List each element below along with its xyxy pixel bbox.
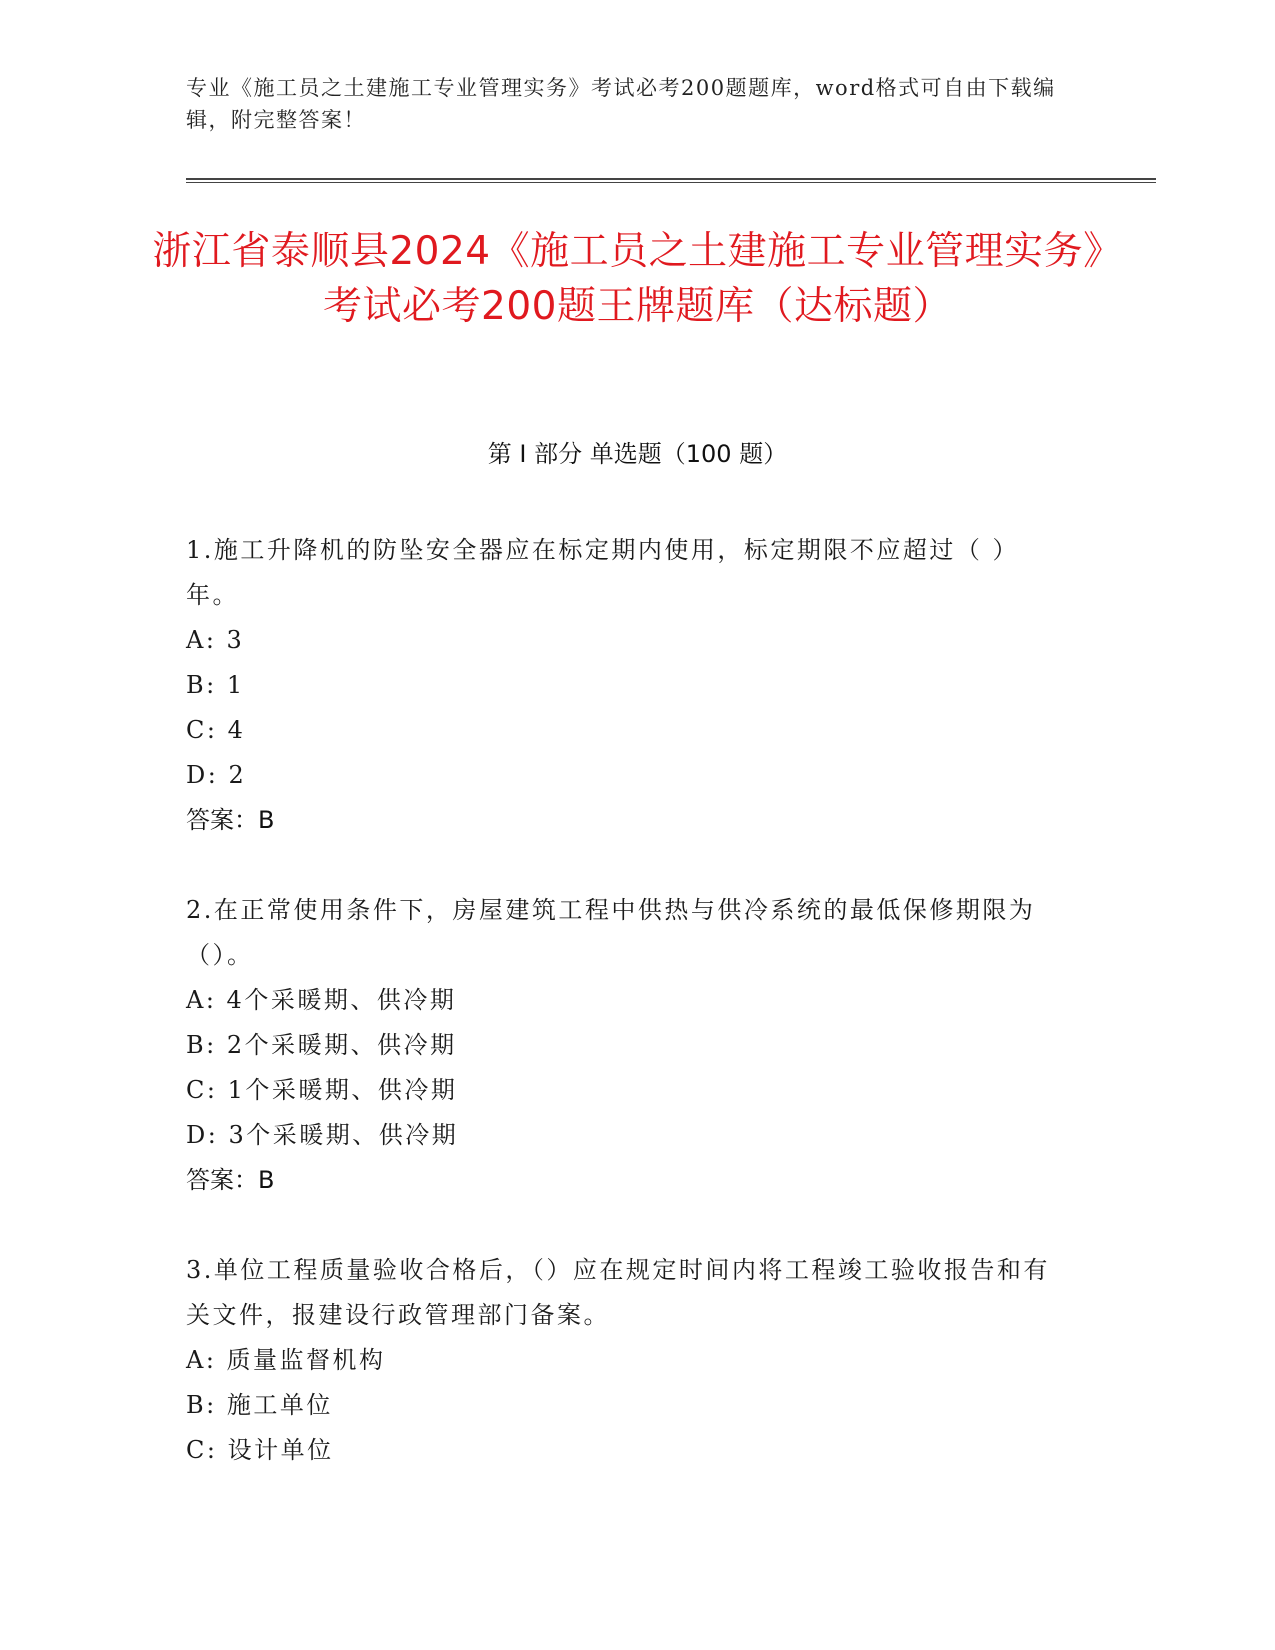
option-b: B: 1 bbox=[186, 671, 245, 699]
option-b: B: 施工单位 bbox=[186, 1391, 333, 1419]
option-a: A: 3 bbox=[186, 626, 245, 654]
answer: 答案：B bbox=[186, 806, 275, 834]
option-c: C: 4 bbox=[186, 716, 246, 744]
question-stem: 3.单位工程质量验收合格后，（）应在规定时间内将工程竣工验收报告和有关文件，报建设行政管理部门备案。 bbox=[186, 1256, 1050, 1329]
option-d: D: 2 bbox=[186, 761, 247, 789]
question-1 bbox=[186, 528, 1066, 843]
option-a: A: 质量监督机构 bbox=[186, 1346, 386, 1374]
question-2 bbox=[186, 888, 1066, 1203]
question-stem: 2.在正常使用条件下，房屋建筑工程中供热与供冷系统的最低保修期限为（）。 bbox=[186, 896, 1036, 969]
option-c: C: 1个采暖期、供冷期 bbox=[186, 1076, 458, 1104]
option-d: D: 3个采暖期、供冷期 bbox=[186, 1121, 459, 1149]
header-divider bbox=[186, 178, 1156, 183]
option-c: C: 设计单位 bbox=[186, 1436, 334, 1464]
option-a: A: 4个采暖期、供冷期 bbox=[186, 986, 457, 1014]
question-list bbox=[186, 528, 1066, 1518]
answer: 答案：B bbox=[186, 1166, 275, 1194]
question-stem: 1.施工升降机的防坠安全器应在标定期内使用，标定期限不应超过（ ）年。 bbox=[186, 536, 1020, 609]
section-heading: 第 I 部分 单选题（100 题） bbox=[487, 440, 788, 468]
question-3 bbox=[186, 1248, 1066, 1473]
option-b: B: 2个采暖期、供冷期 bbox=[186, 1031, 457, 1059]
document-title: 浙江省泰顺县2024《施工员之土建施工专业管理实务》考试必考200题王牌题库（达标题） bbox=[152, 229, 1123, 329]
header-note: 专业《施工员之土建施工专业管理实务》考试必考200题题库，word格式可自由下载编辑，附完整答案！ bbox=[186, 76, 1056, 132]
